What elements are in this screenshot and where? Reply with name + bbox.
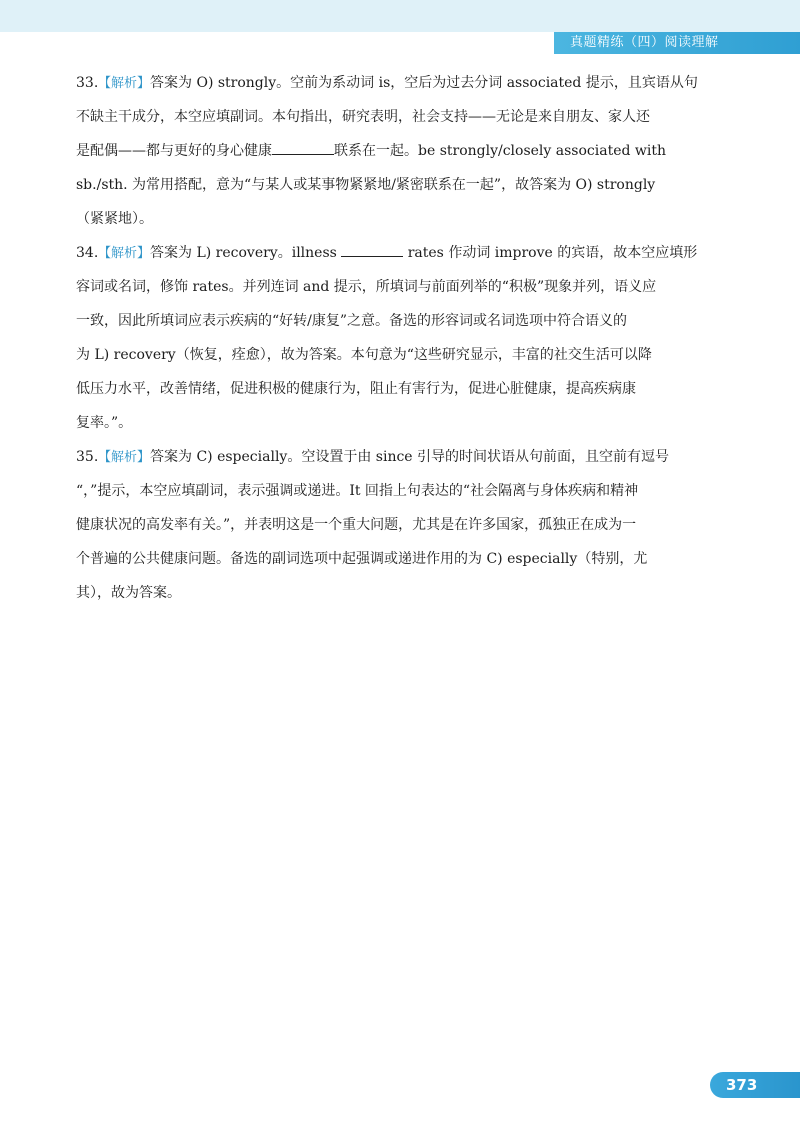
- explanation-text: 健康状况的高发率有关。”，并表明这是一个重大问题，尤其是在许多国家，孤独正在成为一: [76, 517, 637, 533]
- item-number: 35.: [76, 449, 99, 465]
- explanation-text: sb./sth. 为常用搭配，意为“与某人或某事物紧紧地/紧密联系在一起”，故答案为 O) strongly: [76, 177, 656, 193]
- analysis-tag: 【解析】: [98, 246, 151, 261]
- explanation-33: [76, 66, 740, 236]
- explanation-35: [76, 440, 740, 610]
- explanation-text: 其），故为答案。: [76, 585, 181, 601]
- explanation-34: [76, 236, 740, 440]
- explanation-text: 为 L) recovery（恢复，痊愈），故为答案。本句意为“这些研究显示，丰富的社交生活可以降: [76, 347, 652, 363]
- explanation-text: 是配偶——都与更好的身心健康: [76, 143, 272, 159]
- analysis-tag: 【解析】: [98, 450, 151, 465]
- page-number: 373: [710, 1072, 800, 1098]
- section-title: 真题精练（四）阅读理解: [554, 32, 800, 54]
- explanation-text: 个普遍的公共健康问题。备选的副词选项中起强调或递进作用的为 C) especially（特别，尤: [76, 551, 648, 567]
- explanation-text: rates 作动词 improve 的宾语，故本空应填形: [407, 245, 698, 261]
- explanation-text: 一致，因此所填词应表示疾病的“好转/康复”之意。备选的形容词或名词选项中符合语义的: [76, 313, 628, 329]
- explanation-text: 答案为 C) especially。空设置于由 since 引导的时间状语从句前面，且空前有逗号: [150, 449, 670, 465]
- explanation-text: 低压力水平，改善情绪，促进积极的健康行为，阻止有害行为，促进心脏健康，提高疾病康: [76, 381, 636, 397]
- item-number: 33.: [76, 75, 99, 91]
- explanation-text: （紧紧地）。: [76, 211, 153, 227]
- explanation-text: 复率。”。: [76, 415, 133, 431]
- item-number: 34.: [76, 245, 99, 261]
- analysis-tag: 【解析】: [98, 76, 151, 91]
- answer-blank: [272, 140, 334, 155]
- explanation-text: 答案为 O) strongly。空前为系动词 is，空后为过去分词 associated 提示，且宾语从句: [150, 75, 698, 91]
- explanation-text: 不缺主干成分，本空应填副词。本句指出，研究表明，社会支持——无论是来自朋友、家人还: [76, 109, 650, 125]
- top-band: [0, 0, 800, 32]
- answer-explanations: [76, 66, 740, 610]
- explanation-text: “，”提示，本空应填副词，表示强调或递进。It 回指上句表达的“社会隔离与身体疾病和精神: [76, 483, 639, 499]
- explanation-text: 答案为 L) recovery。illness: [150, 245, 337, 261]
- answer-blank: [341, 242, 403, 257]
- explanation-text: 联系在一起。be strongly/closely associated with: [334, 143, 667, 159]
- explanation-text: 容词或名词，修饰 rates。并列连词 and 提示，所填词与前面列举的“积极”现象并列，语义应: [76, 279, 657, 295]
